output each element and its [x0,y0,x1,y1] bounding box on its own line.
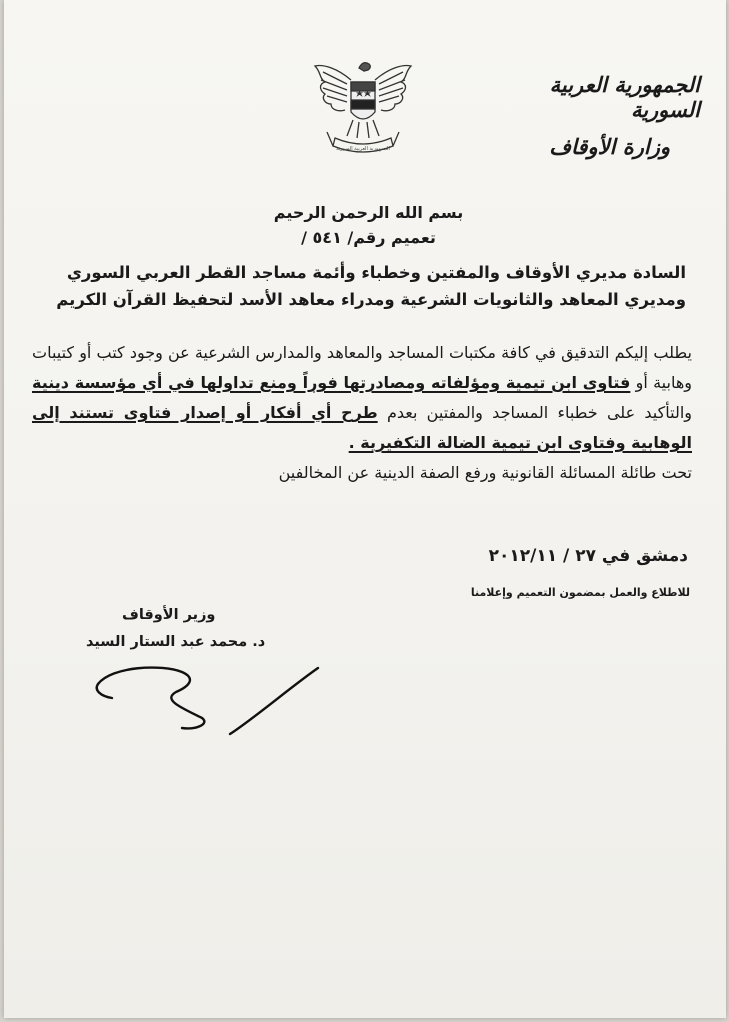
addressee-line-1: السادة مديري الأوقاف والمفتين وخطباء وأئمة مساجد القطر العربي السوري [66,263,686,282]
body-emphasis-1: فتاوى ابن تيمية ومؤلفاته ومصادرتها فوراً ومنع تداولها في أي مؤسسة دينية [32,373,631,392]
body-paragraph [32,338,692,458]
document-page [4,0,726,1018]
signature [92,662,322,738]
distribution-note: للاطلاع والعمل بمضمون التعميم وإعلامنا [470,586,690,599]
issue-date: دمشق في ٢٧ / ٢٠١٢/١١ [488,546,688,566]
republic-name: الجمهورية العربية السورية [549,72,700,122]
body-sentence-2: والتأكيد على خطباء المساجد والمفتين بعدم [377,403,693,422]
addressee [36,259,686,313]
ministry-name: وزارة الأوقاف [549,134,670,159]
body-sentence-1: يطلب إليكم التدقيق في كافة مكتبات المساجد والمعاهد والمدارس الشرعية عن وجود كتب أو كتيبات وهابية أو [32,343,692,392]
syrian-eagle-emblem-icon [307,50,419,162]
addressee-line-2: ومديري المعاهد والثانويات الشرعية ومدراء معاهد الأسد لتحفيظ القرآن الكريم [56,290,686,309]
body-warning: تحت طائلة المسائلة القانونية ورفع الصفة الدينية عن المخالفين [278,463,692,482]
circular-number: تعميم رقم/ ٥٤١ / [301,228,436,247]
basmala: بسم الله الرحمن الرحيم [273,203,464,222]
minister-name: د. محمد عبد الستار السيد [86,634,266,650]
body-emphasis-2: طرح أي أفكار أو إصدار فتاوى تستند إلى الوهابية وفتاوى ابن تيمية الضالة التكفيرية . [32,403,692,452]
letterhead [480,72,700,159]
minister-title: وزير الأوقاف [122,607,216,623]
circular-body [32,338,692,488]
svg-text:الجمهورية العربية السورية: الجمهورية العربية السورية [336,146,390,152]
